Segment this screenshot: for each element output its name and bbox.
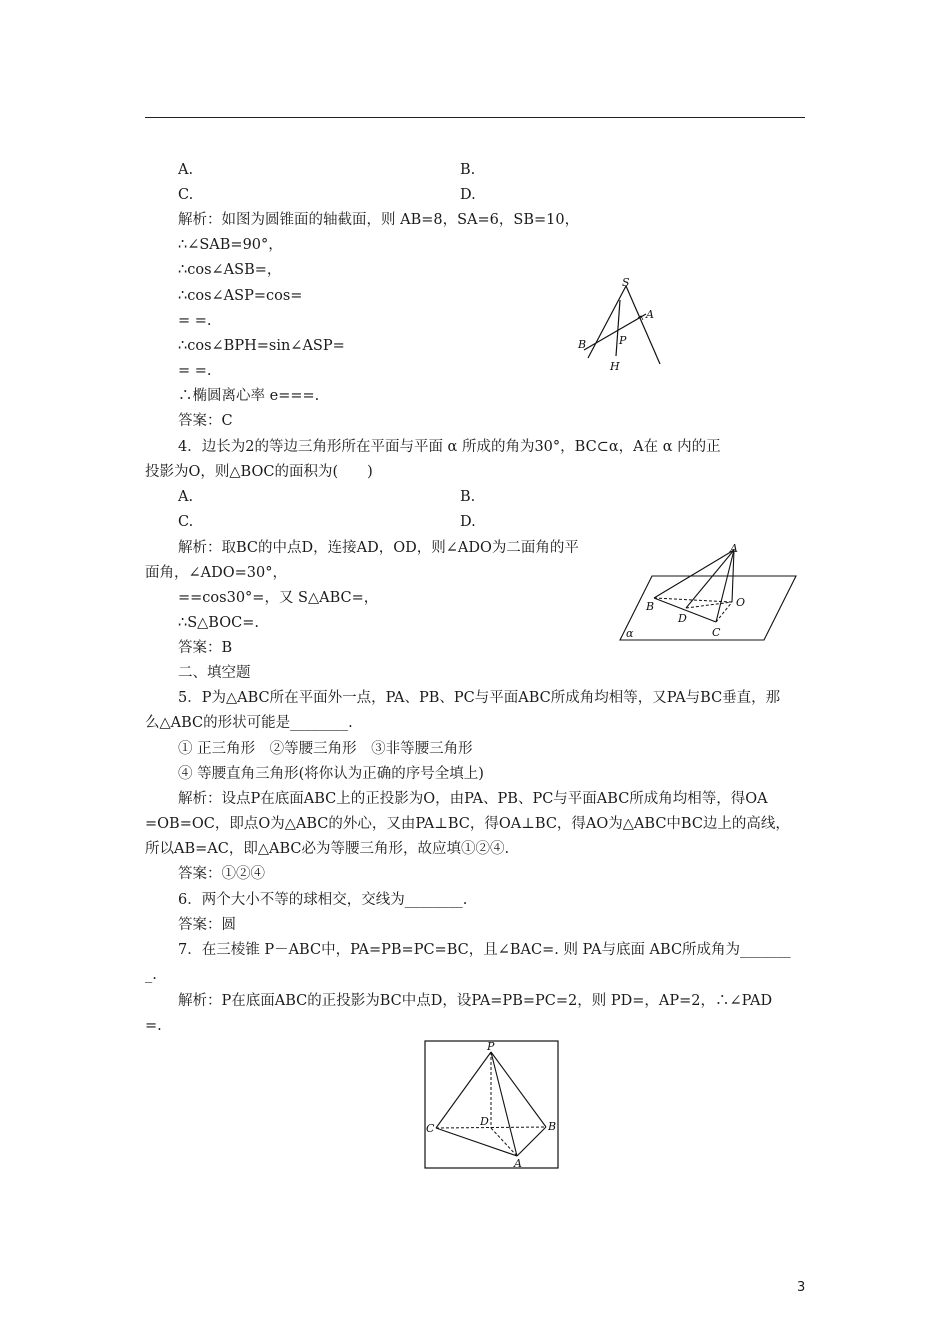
fig4-label-o: O bbox=[736, 596, 746, 609]
fig3-label-h: H bbox=[610, 360, 620, 373]
q7-solution-line: =. bbox=[145, 1018, 162, 1034]
fig3-label-b: B bbox=[578, 338, 587, 351]
q3-solution-line: 解析：如图为圆锥面的轴截面，则 AB=8，SA=6，SB=10， bbox=[178, 212, 580, 228]
q5-solution-line: 解析：设点P在底面ABC上的正投影为O，由PA、PB、PC与平面ABC所成角均相等，得OA bbox=[178, 791, 768, 807]
q6-stem: 6．两个大小不等的球相交，交线为________. bbox=[178, 892, 468, 908]
q3-solution-line: ∴∠SAB=90°， bbox=[178, 237, 283, 253]
fig4-label-c: C bbox=[712, 626, 721, 639]
q5-stem: 5．P为△ABC所在平面外一点，PA、PB、PC与平面ABC所成角均相等，又PA与BC垂直，那 bbox=[178, 690, 781, 706]
fig3-label-s: S bbox=[622, 276, 630, 289]
q3-option-b: B. bbox=[460, 162, 476, 178]
q5-choices: ④ 等腰直角三角形(将你认为正确的序号全填上) bbox=[178, 766, 484, 782]
q3-answer: 答案：C bbox=[178, 413, 233, 429]
q4-stem: 投影为O，则△BOC的面积为( ) bbox=[145, 464, 373, 480]
q4-answer: 答案：B bbox=[178, 640, 233, 656]
dihedral-angle-figure bbox=[614, 542, 804, 644]
q3-option-a: A. bbox=[178, 162, 194, 178]
q4-stem: 4．边长为2的等边三角形所在平面与平面 α 所成的角为30°，BC⊂α，A在 α 内的正 bbox=[178, 439, 721, 455]
q3-option-c: C. bbox=[178, 187, 194, 203]
q5-solution-line: =OB=OC，即点O为△ABC的外心，又由PA⊥BC，得OA⊥BC，得AO为△ABC中BC边上的高线， bbox=[145, 816, 790, 832]
q3-solution-line: ∴cos∠BPH=sin∠ASP= bbox=[178, 338, 345, 354]
cone-section-figure bbox=[574, 272, 674, 374]
fig3-label-a: A bbox=[646, 308, 654, 321]
q5-stem: 么△ABC的形状可能是________. bbox=[145, 715, 353, 731]
fig4-label-a: A bbox=[730, 542, 738, 555]
fig7-label-b: B bbox=[548, 1120, 557, 1133]
q4-solution-line: ∴S△BOC=. bbox=[178, 615, 259, 631]
fig4-label-b: B bbox=[646, 600, 655, 613]
q7-stem: _. bbox=[145, 967, 157, 983]
q4-solution-line: 解析：取BC的中点D，连接AD，OD，则∠ADO为二面角的平 bbox=[178, 540, 579, 556]
fig4-label-alpha: α bbox=[626, 627, 634, 640]
q5-answer: 答案：①②④ bbox=[178, 866, 265, 882]
fig7-label-p: P bbox=[487, 1040, 495, 1053]
q4-option-b: B. bbox=[460, 489, 476, 505]
q3-solution-line: ∴椭圆离心率 e===. bbox=[178, 388, 320, 404]
fig3-label-p: P bbox=[619, 334, 627, 347]
q7-stem: 7．在三棱锥 P－ABC中，PA=PB=PC=BC，且∠BAC=. 则 PA与底面 ABC所成角为_______ bbox=[178, 942, 791, 958]
q4-option-a: A. bbox=[178, 489, 194, 505]
q4-solution-line: ==cos30°=，又 S△ABC=， bbox=[178, 590, 379, 606]
q7-solution-line: 解析：P在底面ABC的正投影为BC中点D，设PA=PB=PC=2，则 PD=，AP=2，∴∠PAD bbox=[178, 993, 773, 1009]
fig7-label-d: D bbox=[480, 1115, 489, 1128]
fig7-label-c: C bbox=[426, 1122, 435, 1135]
fig4-label-d: D bbox=[678, 612, 687, 625]
section-heading: 二、填空题 bbox=[178, 665, 251, 681]
pyramid-figure bbox=[424, 1040, 560, 1170]
q5-solution-line: 所以AB=AC，即△ABC必为等腰三角形，故应填①②④. bbox=[145, 841, 510, 857]
q3-solution-line: ∴cos∠ASP=cos= bbox=[178, 288, 303, 304]
page-number: 3 bbox=[797, 1280, 806, 1295]
fig7-label-a: A bbox=[514, 1157, 522, 1170]
q4-solution-line: 面角，∠ADO=30°， bbox=[145, 565, 287, 581]
q3-solution-line: = =. bbox=[178, 313, 212, 329]
q6-answer: 答案：圆 bbox=[178, 917, 236, 933]
q3-solution-line: ∴cos∠ASB=， bbox=[178, 262, 282, 278]
q3-option-d: D. bbox=[460, 187, 476, 203]
q3-solution-line: = =. bbox=[178, 363, 212, 379]
q4-option-c: C. bbox=[178, 514, 194, 530]
q4-option-d: D. bbox=[460, 514, 476, 530]
q5-choices: ① 正三角形 ②等腰三角形 ③非等腰三角形 bbox=[178, 741, 473, 757]
header-rule bbox=[145, 117, 805, 118]
